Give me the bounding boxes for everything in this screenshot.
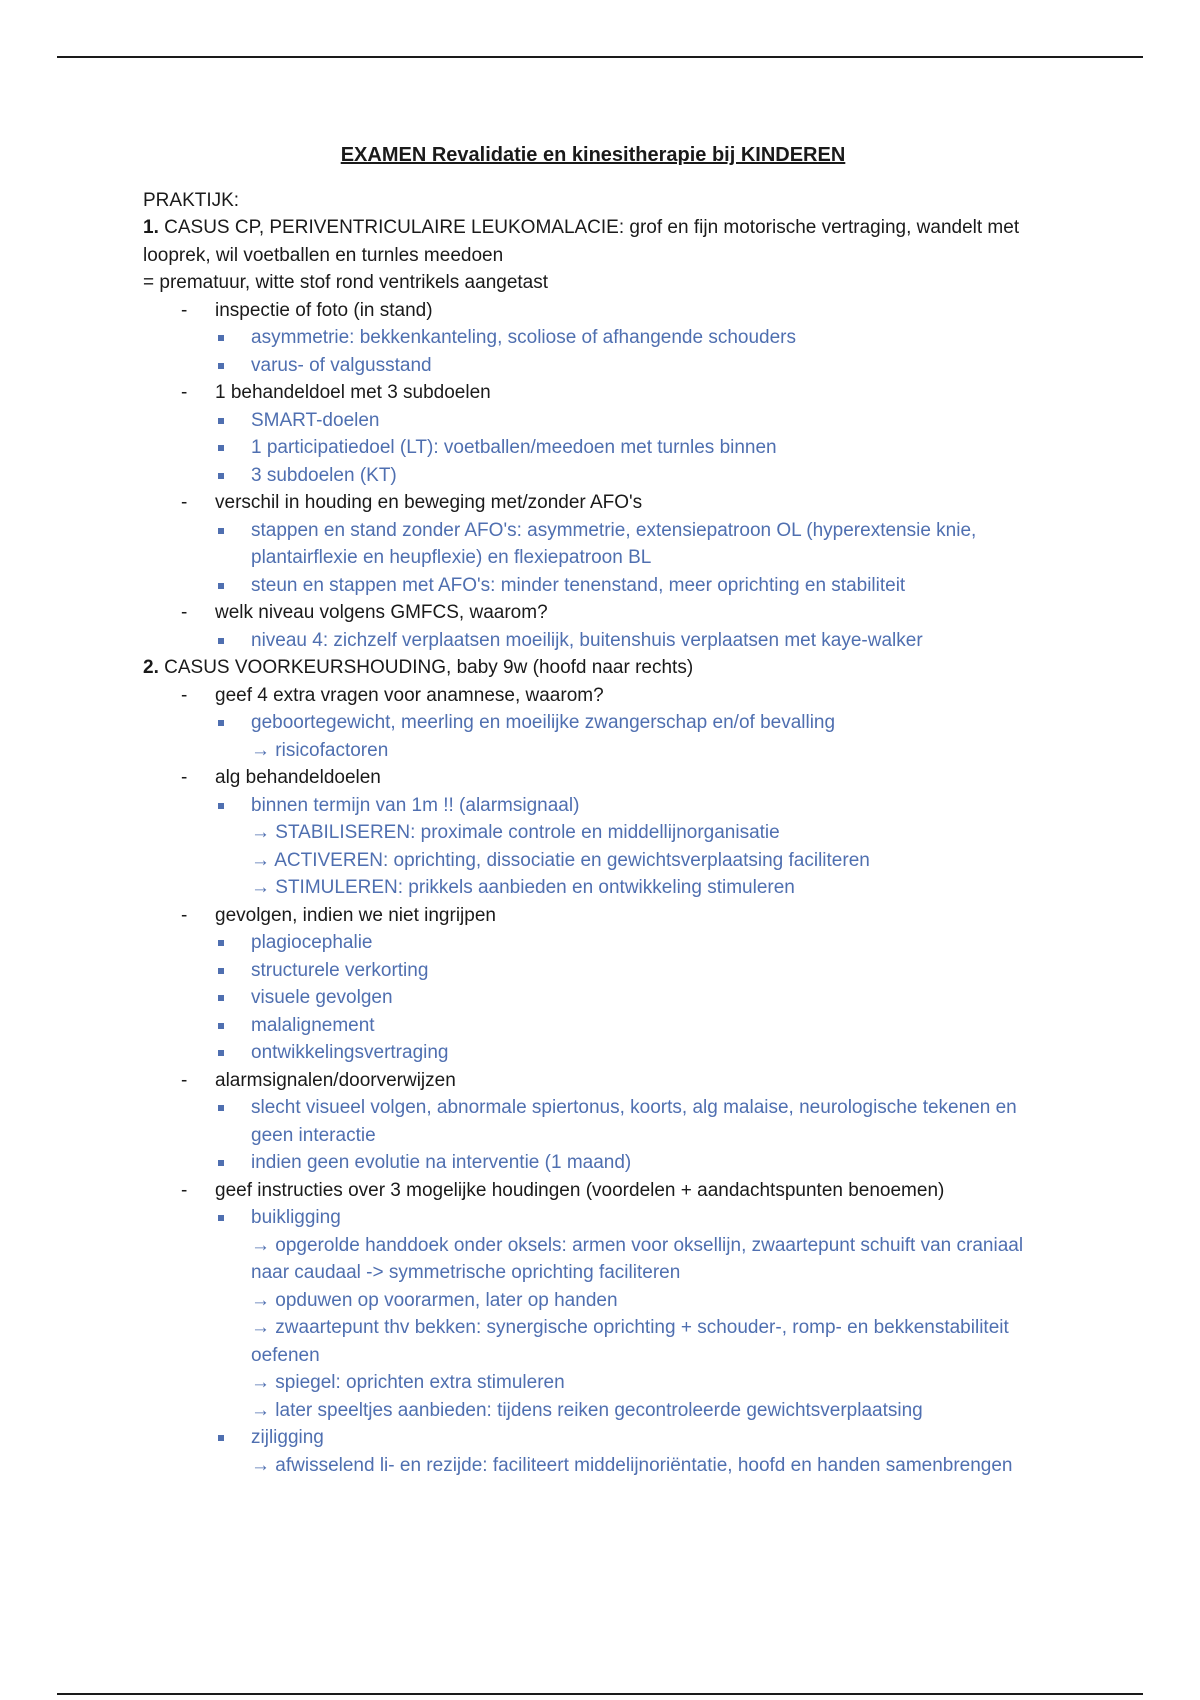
question: - alg behandeldoelen (143, 764, 1043, 792)
answer-bullet: buikligging (143, 1204, 1043, 1232)
answer-subline: → STIMULEREN: prikkels aanbieden en ontwikkeling stimuleren (251, 877, 795, 898)
answer-bullet: binnen termijn van 1m !! (alarmsignaal) (143, 792, 1043, 820)
question: - geef 4 extra vragen voor anamnese, waarom? (143, 682, 1043, 710)
answer-subline: → afwisselend li- en rezijde: faciliteert middelijnoriëntatie, hoofd en handen samenbrengen (251, 1454, 1013, 1476)
answer-subline: → risicofactoren (251, 739, 389, 761)
answer-subline: → opgerolde handdoek onder oksels: armen voor oksellijn, zwaartepunt schuift van craniaal naar caudaal -> symmetrische oprichting faciliteren (251, 1234, 1024, 1283)
question: - verschil in houding en beweging met/zonder AFO's (143, 489, 1043, 517)
answer-subline: → opduwen op voorarmen, later op handen (251, 1289, 618, 1311)
answer-bullet: indien geen evolutie na interventie (1 maand) (143, 1149, 1043, 1177)
case-1-note: = prematuur, witte stof rond ventrikels aangetast (143, 272, 549, 293)
section-heading: PRAKTIJK: (143, 189, 240, 211)
case-title: CASUS CP, PERIVENTRICULAIRE LEUKOMALACIE: grof en fijn motorische vertraging, wandelt met looprek, wil voetballen en turnles meedoen (143, 217, 1020, 266)
answer-bullet: 1 participatiedoel (LT): voetballen/meedoen met turnles binnen (143, 434, 1043, 462)
case-title: CASUS VOORKEURSHOUDING, baby 9w (hoofd naar rechts) (158, 657, 694, 678)
answer-subline: → ACTIVEREN: oprichting, dissociatie en gewichtsverplaatsing faciliteren (251, 849, 870, 871)
answer-bullet: structurele verkorting (143, 957, 1043, 985)
question: - gevolgen, indien we niet ingrijpen (143, 902, 1043, 930)
answer-bullet: steun en stappen met AFO's: minder tenenstand, meer oprichting en stabiliteit (143, 572, 1043, 600)
case-number: 1. (143, 217, 159, 238)
answer-bullet: plagiocephalie (143, 929, 1043, 957)
case-number: 2. (143, 657, 159, 678)
question: - alarmsignalen/doorverwijzen (143, 1067, 1043, 1095)
answer-subline: → zwaartepunt thv bekken: synergische oprichting + schouder-, romp- en bekkenstabiliteit oefenen (251, 1317, 1009, 1366)
answer-bullet: SMART-doelen (143, 407, 1043, 435)
answer-subline: → STABILISEREN: proximale controle en middellijnorganisatie (251, 822, 780, 843)
question: - geef instructies over 3 mogelijke houdingen (voordelen + aandachtspunten benoemen) (143, 1177, 1043, 1205)
header-rule (57, 56, 1143, 58)
document-body (143, 142, 1043, 1479)
answer-bullet: zijligging (143, 1424, 1043, 1452)
question: - welk niveau volgens GMFCS, waarom? (143, 599, 1043, 627)
case-2-heading (143, 654, 1043, 682)
document-title: EXAMEN Revalidatie en kinesitherapie bij KINDEREN (340, 144, 846, 166)
answer-bullet: varus- of valgusstand (143, 352, 1043, 380)
answer-bullet: 3 subdoelen (KT) (143, 462, 1043, 490)
footer-rule (57, 1693, 1143, 1695)
answer-bullet: malalignement (143, 1012, 1043, 1040)
case-1-heading (143, 214, 1043, 269)
question: - inspectie of foto (in stand) (143, 297, 1043, 325)
answer-bullet: visuele gevolgen (143, 984, 1043, 1012)
answer-bullet: slecht visueel volgen, abnormale spiertonus, koorts, alg malaise, neurologische tekenen en geen interactie (143, 1094, 1043, 1149)
answer-bullet: ontwikkelingsvertraging (143, 1039, 1043, 1067)
answer-bullet: stappen en stand zonder AFO's: asymmetrie, extensiepatroon OL (hyperextensie knie, plantairflexie en heupflexie) en flexiepatroon BL (143, 517, 1043, 572)
answer-subline: → later speeltjes aanbieden: tijdens reiken gecontroleerde gewichtsverplaatsing (251, 1399, 923, 1421)
answer-subline: → spiegel: oprichten extra stimuleren (251, 1372, 565, 1393)
answer-bullet: niveau 4: zichzelf verplaatsen moeilijk, buitenshuis verplaatsen met kaye-walker (143, 627, 1043, 655)
question: - 1 behandeldoel met 3 subdoelen (143, 379, 1043, 407)
answer-bullet: geboortegewicht, meerling en moeilijke zwangerschap en/of bevalling (143, 709, 1043, 737)
answer-bullet: asymmetrie: bekkenkanteling, scoliose of afhangende schouders (143, 324, 1043, 352)
